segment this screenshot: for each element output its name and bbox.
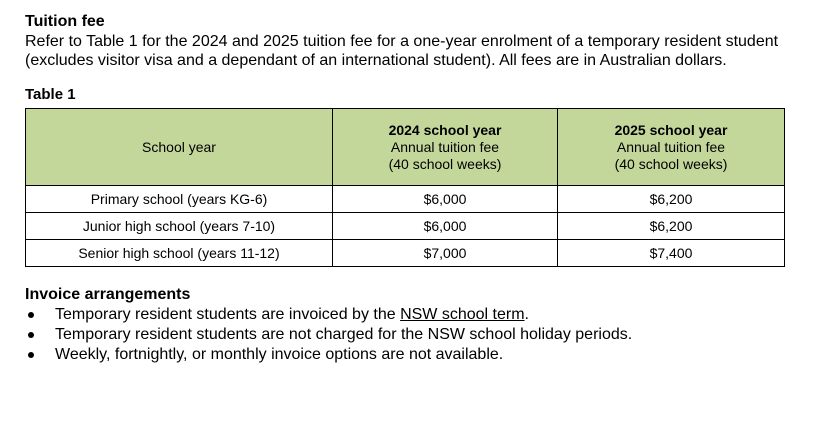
nsw-school-term-link[interactable]: NSW school term — [400, 306, 525, 323]
tuition-fee-heading: Tuition fee — [25, 13, 105, 30]
bullet-icon — [28, 352, 34, 358]
cell-fee-2024: $6,000 — [333, 213, 558, 240]
list-item — [25, 345, 825, 365]
cell-fee-2024: $6,000 — [333, 186, 558, 213]
table-row — [26, 186, 785, 213]
table-row — [26, 240, 785, 267]
bullet-text-end: . — [524, 306, 529, 323]
bullet-text: Temporary resident students are not charged for the NSW school holiday periods. — [55, 326, 633, 343]
tuition-fee-intro: Refer to Table 1 for the 2024 and 2025 tuition fee for a one-year enrolment of a temporary resident student (excludes visitor visa and a dependant of an international student). All fees are in Australian dollars. — [25, 33, 779, 69]
header-2024-year: 2024 school year — [388, 121, 502, 138]
cell-school-level: Senior high school (years 11-12) — [26, 240, 333, 267]
cell-school-level: Primary school (years KG-6) — [26, 186, 333, 213]
header-school-year: School year — [26, 109, 333, 186]
header-2024-line1: Annual tuition fee — [390, 138, 500, 155]
bullet-icon — [28, 312, 34, 318]
cell-fee-2025: $6,200 — [558, 213, 785, 240]
invoice-bullet-list — [25, 305, 825, 365]
header-2025-line2: (40 school weeks) — [614, 155, 728, 172]
cell-school-level: Junior high school (years 7-10) — [26, 213, 333, 240]
tuition-fee-table — [25, 108, 785, 267]
invoice-arrangements-heading: Invoice arrangements — [25, 286, 191, 303]
header-2025-line1: Annual tuition fee — [616, 138, 726, 155]
table-row — [26, 213, 785, 240]
list-item — [25, 305, 825, 325]
cell-fee-2025: $7,400 — [558, 240, 785, 267]
bullet-text: Weekly, fortnightly, or monthly invoice options are not available. — [55, 346, 504, 363]
cell-fee-2025: $6,200 — [558, 186, 785, 213]
bullet-text: Temporary resident students are invoiced by the — [55, 306, 401, 323]
bullet-icon — [28, 332, 34, 338]
header-2025 — [558, 109, 785, 186]
list-item — [25, 325, 825, 345]
document-page — [25, 12, 825, 365]
header-2024-line2: (40 school weeks) — [388, 155, 502, 172]
header-2024 — [333, 109, 558, 186]
table-label: Table 1 — [25, 86, 76, 103]
cell-fee-2024: $7,000 — [333, 240, 558, 267]
header-2025-year: 2025 school year — [614, 121, 728, 138]
table-header-row — [26, 109, 785, 186]
